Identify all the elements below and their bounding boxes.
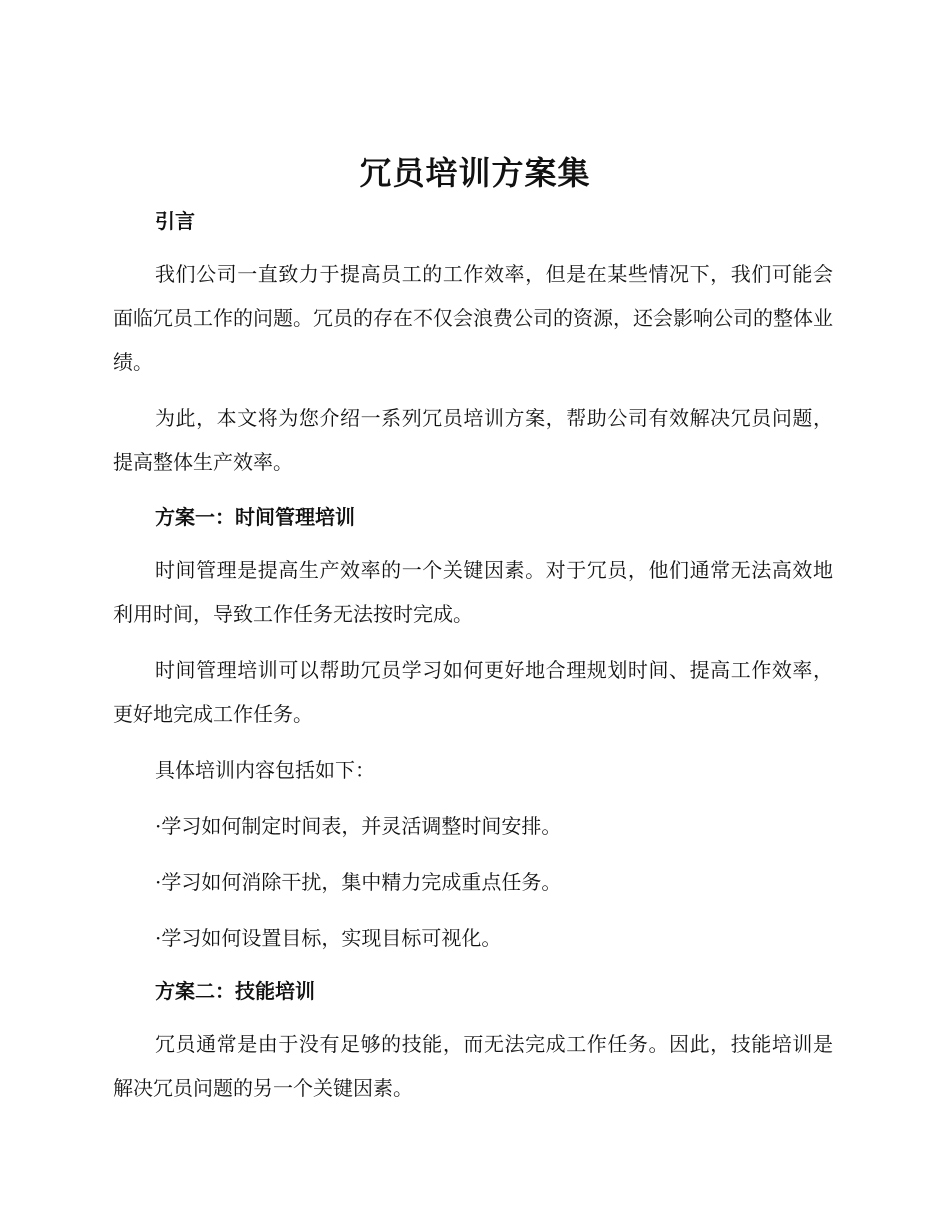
list-item: ·学习如何设置目标，实现目标可视化。 bbox=[155, 926, 502, 950]
paragraph-plan1-3: 具体培训内容包括如下： bbox=[155, 758, 375, 782]
section-heading-plan1: 方案一：时间管理培训 bbox=[155, 505, 355, 529]
paragraph-plan1-2: 时间管理培训可以帮助冗员学习如何更好地合理规划时间、提高工作效率，更好地完成工作任务。 bbox=[113, 658, 833, 726]
section-heading-plan2: 方案二：技能培训 bbox=[155, 979, 315, 1003]
paragraph-plan1-1: 时间管理是提高生产效率的一个关键因素。对于冗员，他们通常无法高效地利用时间，导致工作任务无法按时完成。 bbox=[113, 558, 833, 626]
list-item: ·学习如何制定时间表，并灵活调整时间安排。 bbox=[155, 814, 562, 838]
paragraph-intro-1: 我们公司一直致力于提高员工的工作效率，但是在某些情况下，我们可能会面临冗员工作的问题。冗员的存在不仅会浪费公司的资源，还会影响公司的整体业绩。 bbox=[113, 262, 833, 374]
paragraph-plan2-1: 冗员通常是由于没有足够的技能，而无法完成工作任务。因此，技能培训是解决冗员问题的另一个关键因素。 bbox=[113, 1032, 833, 1100]
document-title: 冗员培训方案集 bbox=[359, 154, 591, 192]
section-heading-intro: 引言 bbox=[155, 209, 195, 233]
document-body bbox=[113, 200, 833, 1110]
list-item: ·学习如何消除干扰，集中精力完成重点任务。 bbox=[155, 870, 562, 894]
paragraph-intro-2: 为此，本文将为您介绍一系列冗员培训方案，帮助公司有效解决冗员问题，提高整体生产效率。 bbox=[113, 406, 833, 474]
